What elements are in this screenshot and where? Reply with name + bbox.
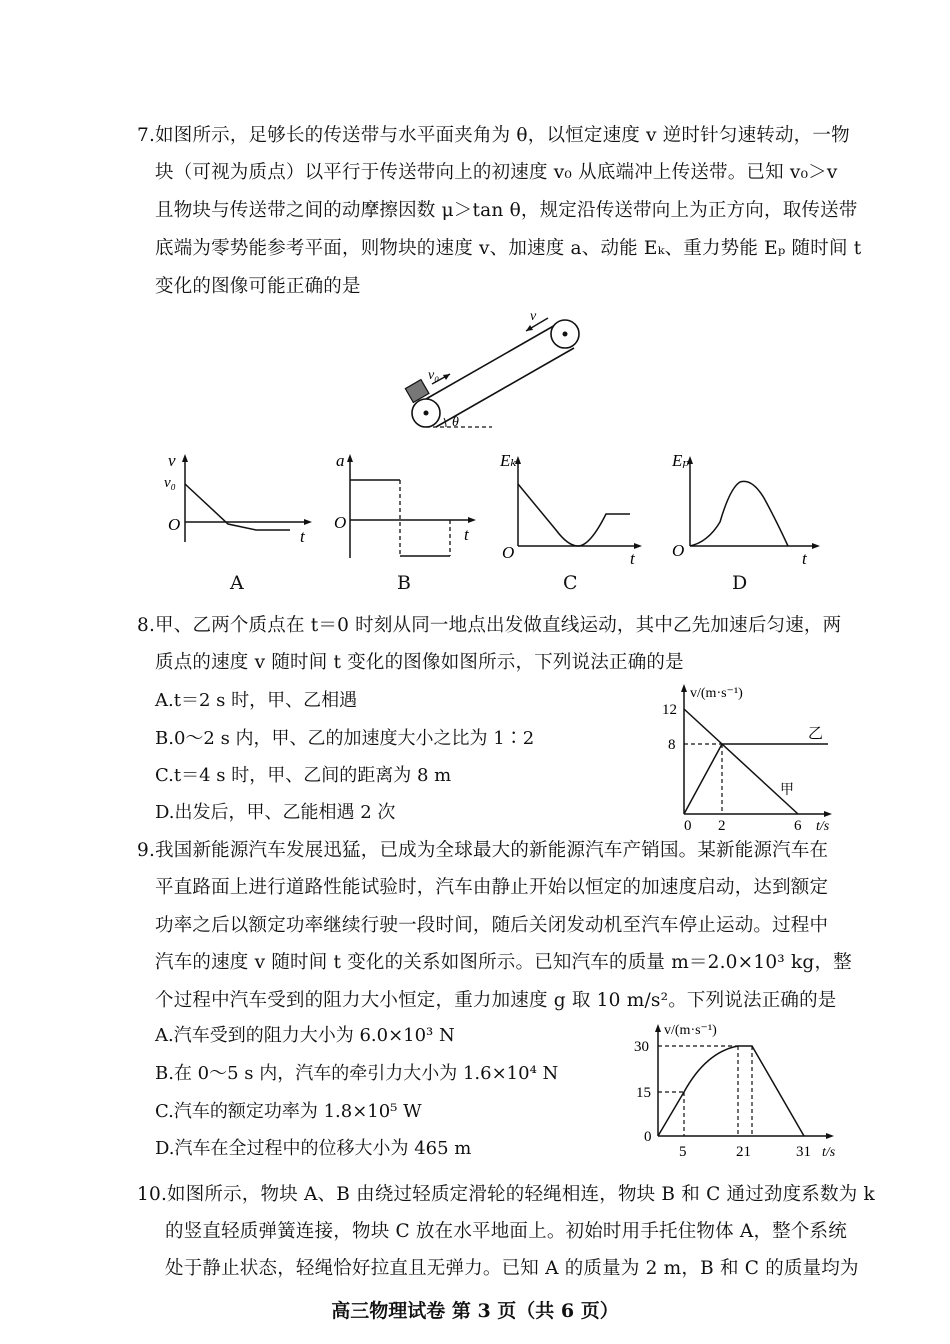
- q9-option-b: B.在 0～5 s 内，汽车的牵引力大小为 1.6×10⁴ N: [155, 1063, 559, 1084]
- q9-option-a: A.汽车受到的阻力大小为 6.0×10³ N: [155, 1025, 455, 1046]
- graph-c-x-label: t: [630, 549, 635, 568]
- q8-series-yi-label: 乙: [808, 726, 824, 742]
- q8-option-b: B.0～2 s 内，甲、乙的加速度大小之比为 1∶2: [155, 728, 535, 749]
- q7-line-5: 变化的图像可能正确的是: [155, 276, 361, 297]
- q8-option-d: D.出发后，甲、乙能相遇 2 次: [155, 802, 396, 823]
- graph-c-y-label: Eₖ: [500, 451, 517, 470]
- q8-x-tick-2: 2: [718, 818, 726, 833]
- q8-y-tick-8: 8: [668, 737, 676, 753]
- q8-x-tick-0: 0: [684, 818, 692, 833]
- q9-x-tick-31: 31: [796, 1144, 811, 1160]
- graph-d: [668, 450, 828, 568]
- q9-line-1: 9.我国新能源汽车发展迅猛，已成为全球最大的新能源汽车产销国。某新能源汽车在: [137, 840, 829, 861]
- q7-line-3: 且物块与传送带之间的动摩擦因数 μ＞tan θ，规定沿传送带向上为正方向，取传送带: [155, 200, 858, 221]
- q8-y-axis-label: v/(m·s⁻¹): [690, 686, 743, 701]
- q7-line-1: 7.如图所示，足够长的传送带与水平面夹角为 θ，以恒定速度 v 逆时针匀速转动，一物: [137, 125, 850, 146]
- graph-a-v0-tick: v₀: [164, 475, 176, 491]
- graph-a: [160, 450, 320, 550]
- q9-line-2: 平直路面上进行道路性能试验时，汽车由静止开始以恒定的加速度启动，达到额定: [155, 877, 829, 898]
- graph-b: [330, 450, 490, 562]
- q8-option-a: A.t＝2 s 时，甲、乙相遇: [155, 690, 358, 711]
- q8-x-axis-label: t/s: [816, 819, 830, 833]
- belt-v-label: v: [530, 309, 537, 324]
- graph-d-caption: D: [732, 572, 748, 594]
- conveyor-figure: [400, 306, 600, 436]
- graph-c-caption: C: [563, 572, 578, 594]
- graph-b-origin: O: [334, 513, 347, 532]
- q9-x-axis-label: t/s: [822, 1145, 836, 1160]
- q8-line-1: 8.甲、乙两个质点在 t＝0 时刻从同一地点出发做直线运动，其中乙先加速后匀速，两: [137, 615, 842, 636]
- q9-option-d: D.汽车在全过程中的位移大小为 465 m: [155, 1138, 472, 1159]
- q9-option-c: C.汽车的额定功率为 1.8×10⁵ W: [155, 1101, 422, 1122]
- q9-x-tick-5: 5: [679, 1144, 687, 1160]
- q9-y-axis-label: v/(m·s⁻¹): [664, 1023, 717, 1038]
- graph-d-x-label: t: [802, 549, 807, 568]
- graph-d-y-label: Eₚ: [672, 451, 690, 470]
- q9-line-5: 个过程中汽车受到的阻力大小恒定，重力加速度 g 取 10 m/s²。下列说法正确的是: [155, 990, 837, 1011]
- graph-c-origin: O: [502, 543, 515, 562]
- q7-line-4: 底端为零势能参考平面，则物块的速度 v、加速度 a、动能 Eₖ、重力势能 Eₚ 随时间 t: [155, 238, 862, 259]
- q9-line-3: 功率之后以额定功率继续行驶一段时间，随后关闭发动机至汽车停止运动。过程中: [155, 915, 829, 936]
- q8-x-tick-6: 6: [794, 818, 802, 833]
- graph-c: [496, 450, 646, 568]
- graph-a-caption: A: [230, 572, 244, 594]
- q7-line-2: 块（可视为质点）以平行于传送带向上的初速度 v₀ 从底端冲上传送带。已知 v₀＞v: [155, 162, 838, 183]
- graph-b-x-label: t: [464, 525, 469, 544]
- q8-option-c: C.t＝4 s 时，甲、乙间的距离为 8 m: [155, 765, 452, 786]
- q8-series-jia-label: 甲: [780, 783, 794, 798]
- q9-line-4: 汽车的速度 v 随时间 t 变化的关系如图所示。已知汽车的质量 m＝2.0×10³ kg，整: [155, 952, 852, 973]
- angle-label: θ: [452, 415, 459, 430]
- q9-vt-graph: [628, 1016, 848, 1161]
- q10-line-1: 10.如图所示，物块 A、B 由绕过轻质定滑轮的轻绳相连，物块 B 和 C 通过劲度系数为 k: [137, 1184, 875, 1205]
- page-footer: 高三物理试卷 第 3 页（共 6 页）: [331, 1300, 619, 1322]
- q8-vt-graph: [656, 678, 846, 833]
- q10-line-3: 处于静止状态，轻绳恰好拉直且无弹力。已知 A 的质量为 2 m，B 和 C 的质量均为: [165, 1258, 859, 1279]
- graph-b-y-label: a: [336, 451, 345, 470]
- graph-a-origin: O: [168, 515, 181, 534]
- graph-b-caption: B: [397, 572, 411, 594]
- q9-x-tick-21: 21: [736, 1144, 751, 1160]
- block-v0-label: v₀: [428, 368, 440, 383]
- graph-a-y-label: v: [168, 451, 176, 470]
- graph-d-origin: O: [672, 541, 685, 560]
- q9-y-tick-0: 0: [644, 1129, 652, 1145]
- q9-y-tick-15: 15: [636, 1085, 651, 1101]
- q9-y-tick-30: 30: [634, 1039, 649, 1055]
- q8-y-tick-12: 12: [662, 702, 677, 718]
- graph-a-x-label: t: [300, 527, 305, 546]
- q10-line-2: 的竖直轻质弹簧连接，物块 C 放在水平地面上。初始时用手托住物体 A，整个系统: [165, 1221, 847, 1242]
- q8-line-2: 质点的速度 v 随时间 t 变化的图像如图所示，下列说法正确的是: [155, 652, 684, 673]
